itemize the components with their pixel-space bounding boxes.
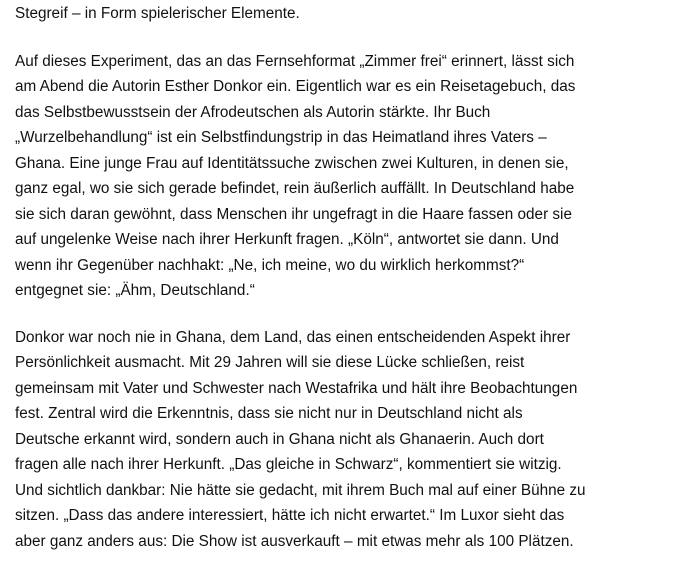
text-line: am Abend die Autorin Esther Donkor ein. Eigentlich war es ein Reisetagebuch, das xyxy=(15,78,576,95)
text-line: das Selbstbewusstsein der Afrodeutschen als Autorin stärkte. Ihr Buch xyxy=(15,103,491,121)
text-line: gemeinsam mit Vater und Schwester nach Westafrika und hält ihre Beobachtungen xyxy=(15,379,578,397)
text-line: auf ungelenke Weise nach ihrer Herkunft fragen. „Köln“, antwortet sie dann. Und xyxy=(15,231,559,248)
text-line: aber ganz anders aus: Die Show ist ausverkauft – mit etwas mehr als 100 Plätzen. xyxy=(15,532,574,550)
text-line: fragen alle nach ihrer Herkunft. „Das gleiche in Schwarz“, kommentiert sie witzig. xyxy=(15,456,562,473)
text-line: „Wurzelbehandlung“ ist ein Selbstfindungstrip in das Heimatland ihres Vaters – xyxy=(15,129,547,146)
text-line: Deutsche erkannt wird, sondern auch in Ghana nicht als Ghanaerin. Auch dort xyxy=(15,430,544,448)
text-line: Stegreif – in Form spielerischer Elemente. xyxy=(15,5,300,22)
text-line: sie sich daran gewöhnt, dass Menschen ihr ungefragt in die Haare fassen oder sie xyxy=(15,205,572,223)
text-line: Ghana. Eine junge Frau auf Identitätssuche zwischen zwei Kulturen, in denen sie, xyxy=(15,154,569,172)
paragraph-2 xyxy=(15,49,667,304)
paragraph-1 xyxy=(15,1,667,27)
text-line: ganz egal, wo sie sich gerade befindet, rein äußerlich auffällt. In Deutschland habe xyxy=(15,180,575,197)
article-body xyxy=(15,0,667,554)
text-line: sitzen. „Dass das andere interessiert, hätte ich nicht erwartet.“ Im Luxor sieht das xyxy=(15,507,565,524)
paragraph-3 xyxy=(15,325,667,555)
text-line: Persönlichkeit ausmacht. Mit 29 Jahren will sie diese Lücke schließen, reist xyxy=(15,354,525,371)
text-line: Auf dieses Experiment, das an das Fernsehformat „Zimmer frei“ erinnert, lässt sich xyxy=(15,52,575,70)
text-line: Donkor war noch nie in Ghana, dem Land, das einen entscheidenden Aspekt ihrer xyxy=(15,328,571,346)
text-line: Und sichtlich dankbar: Nie hätte sie gedacht, mit ihrem Buch mal auf einer Bühne zu xyxy=(15,481,586,499)
text-line: entgegnet sie: „Ähm, Deutschland.“ xyxy=(15,282,255,299)
text-line: wenn ihr Gegenüber nachhakt: „Ne, ich meine, wo du wirklich herkommst?“ xyxy=(15,256,525,274)
text-line: fest. Zentral wird die Erkenntnis, dass sie nicht nur in Deutschland nicht als xyxy=(15,405,523,422)
